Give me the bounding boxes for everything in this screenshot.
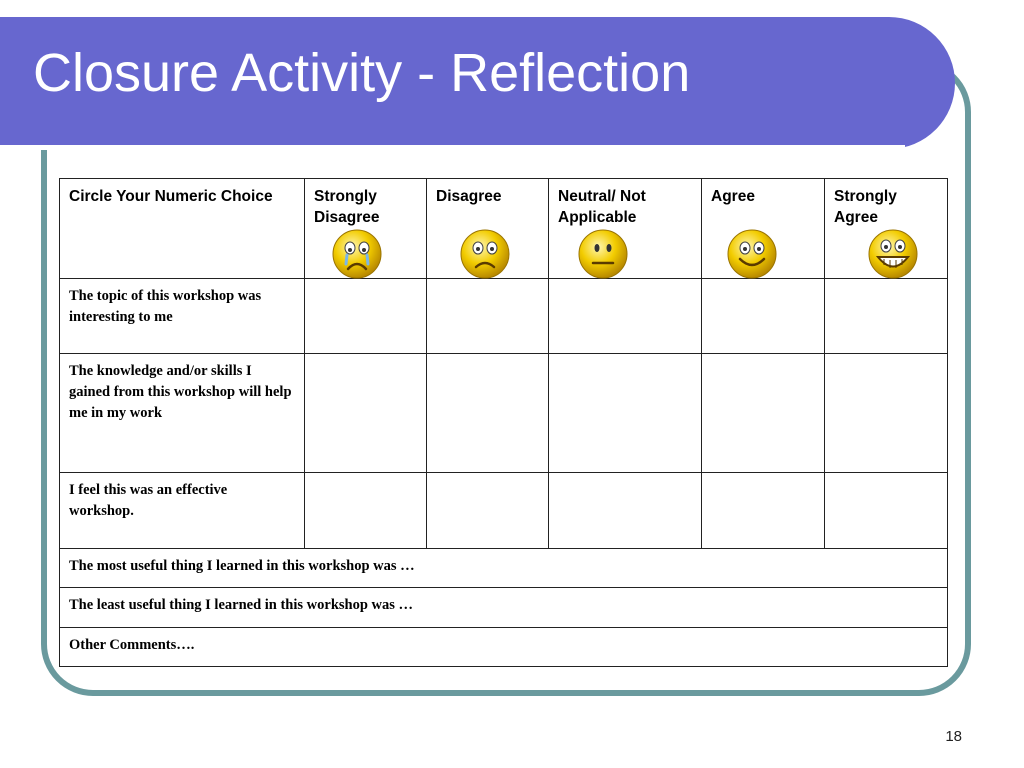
sad-face-icon [459,228,511,280]
rating-cell-strongly-disagree[interactable] [305,279,427,354]
scale-label-agree: Agree [711,188,755,205]
crying-face-icon [331,228,383,280]
rating-cell-agree[interactable] [702,354,825,473]
rating-cell-neutral[interactable] [549,354,702,473]
page-number: 18 [945,728,962,745]
scale-header-strongly-disagree [305,179,427,279]
scale-label-strongly-agree: Strongly Agree [834,188,897,226]
prompt-header [60,179,305,279]
scale-label-strongly-disagree: Strongly Disagree [314,188,380,226]
rating-cell-disagree[interactable] [427,473,549,549]
rating-statement: The topic of this workshop was interesting to me [60,279,305,354]
scale-label-disagree: Disagree [436,188,502,205]
grinning-face-icon [867,228,919,280]
header-row [60,179,948,279]
rating-cell-disagree[interactable] [427,279,549,354]
rating-statement: I feel this was an effective workshop. [60,473,305,549]
rating-statement: The knowledge and/or skills I gained from this workshop will help me in my work [60,354,305,473]
rating-cell-neutral[interactable] [549,473,702,549]
rating-cell-strongly-disagree[interactable] [305,473,427,549]
open-response-prompt[interactable]: Other Comments…. [60,628,948,667]
scale-label-neutral: Neutral/ Not Applicable [558,188,646,226]
open-row-least-useful [60,588,948,628]
rating-cell-strongly-agree[interactable] [825,279,948,354]
rating-cell-agree[interactable] [702,279,825,354]
open-response-prompt[interactable]: The most useful thing I learned in this workshop was … [60,549,948,588]
rating-row-2 [60,354,948,473]
rating-cell-strongly-disagree[interactable] [305,354,427,473]
slide-title: Closure Activity - Reflection [33,43,691,103]
neutral-face-icon [577,228,629,280]
title-underline [0,145,905,150]
open-response-prompt[interactable]: The least useful thing I learned in this workshop was … [60,588,948,628]
rating-cell-agree[interactable] [702,473,825,549]
rating-row-3 [60,473,948,549]
prompt-header-label: Circle Your Numeric Choice [69,188,273,205]
open-row-most-useful [60,549,948,588]
reflection-survey-table [59,178,948,667]
scale-header-disagree [427,179,549,279]
rating-cell-strongly-agree[interactable] [825,354,948,473]
scale-header-neutral [549,179,702,279]
rating-cell-disagree[interactable] [427,354,549,473]
rating-row-1 [60,279,948,354]
scale-header-agree [702,179,825,279]
scale-header-strongly-agree [825,179,948,279]
open-row-comments [60,628,948,667]
smiling-face-icon [726,228,778,280]
rating-cell-neutral[interactable] [549,279,702,354]
rating-cell-strongly-agree[interactable] [825,473,948,549]
